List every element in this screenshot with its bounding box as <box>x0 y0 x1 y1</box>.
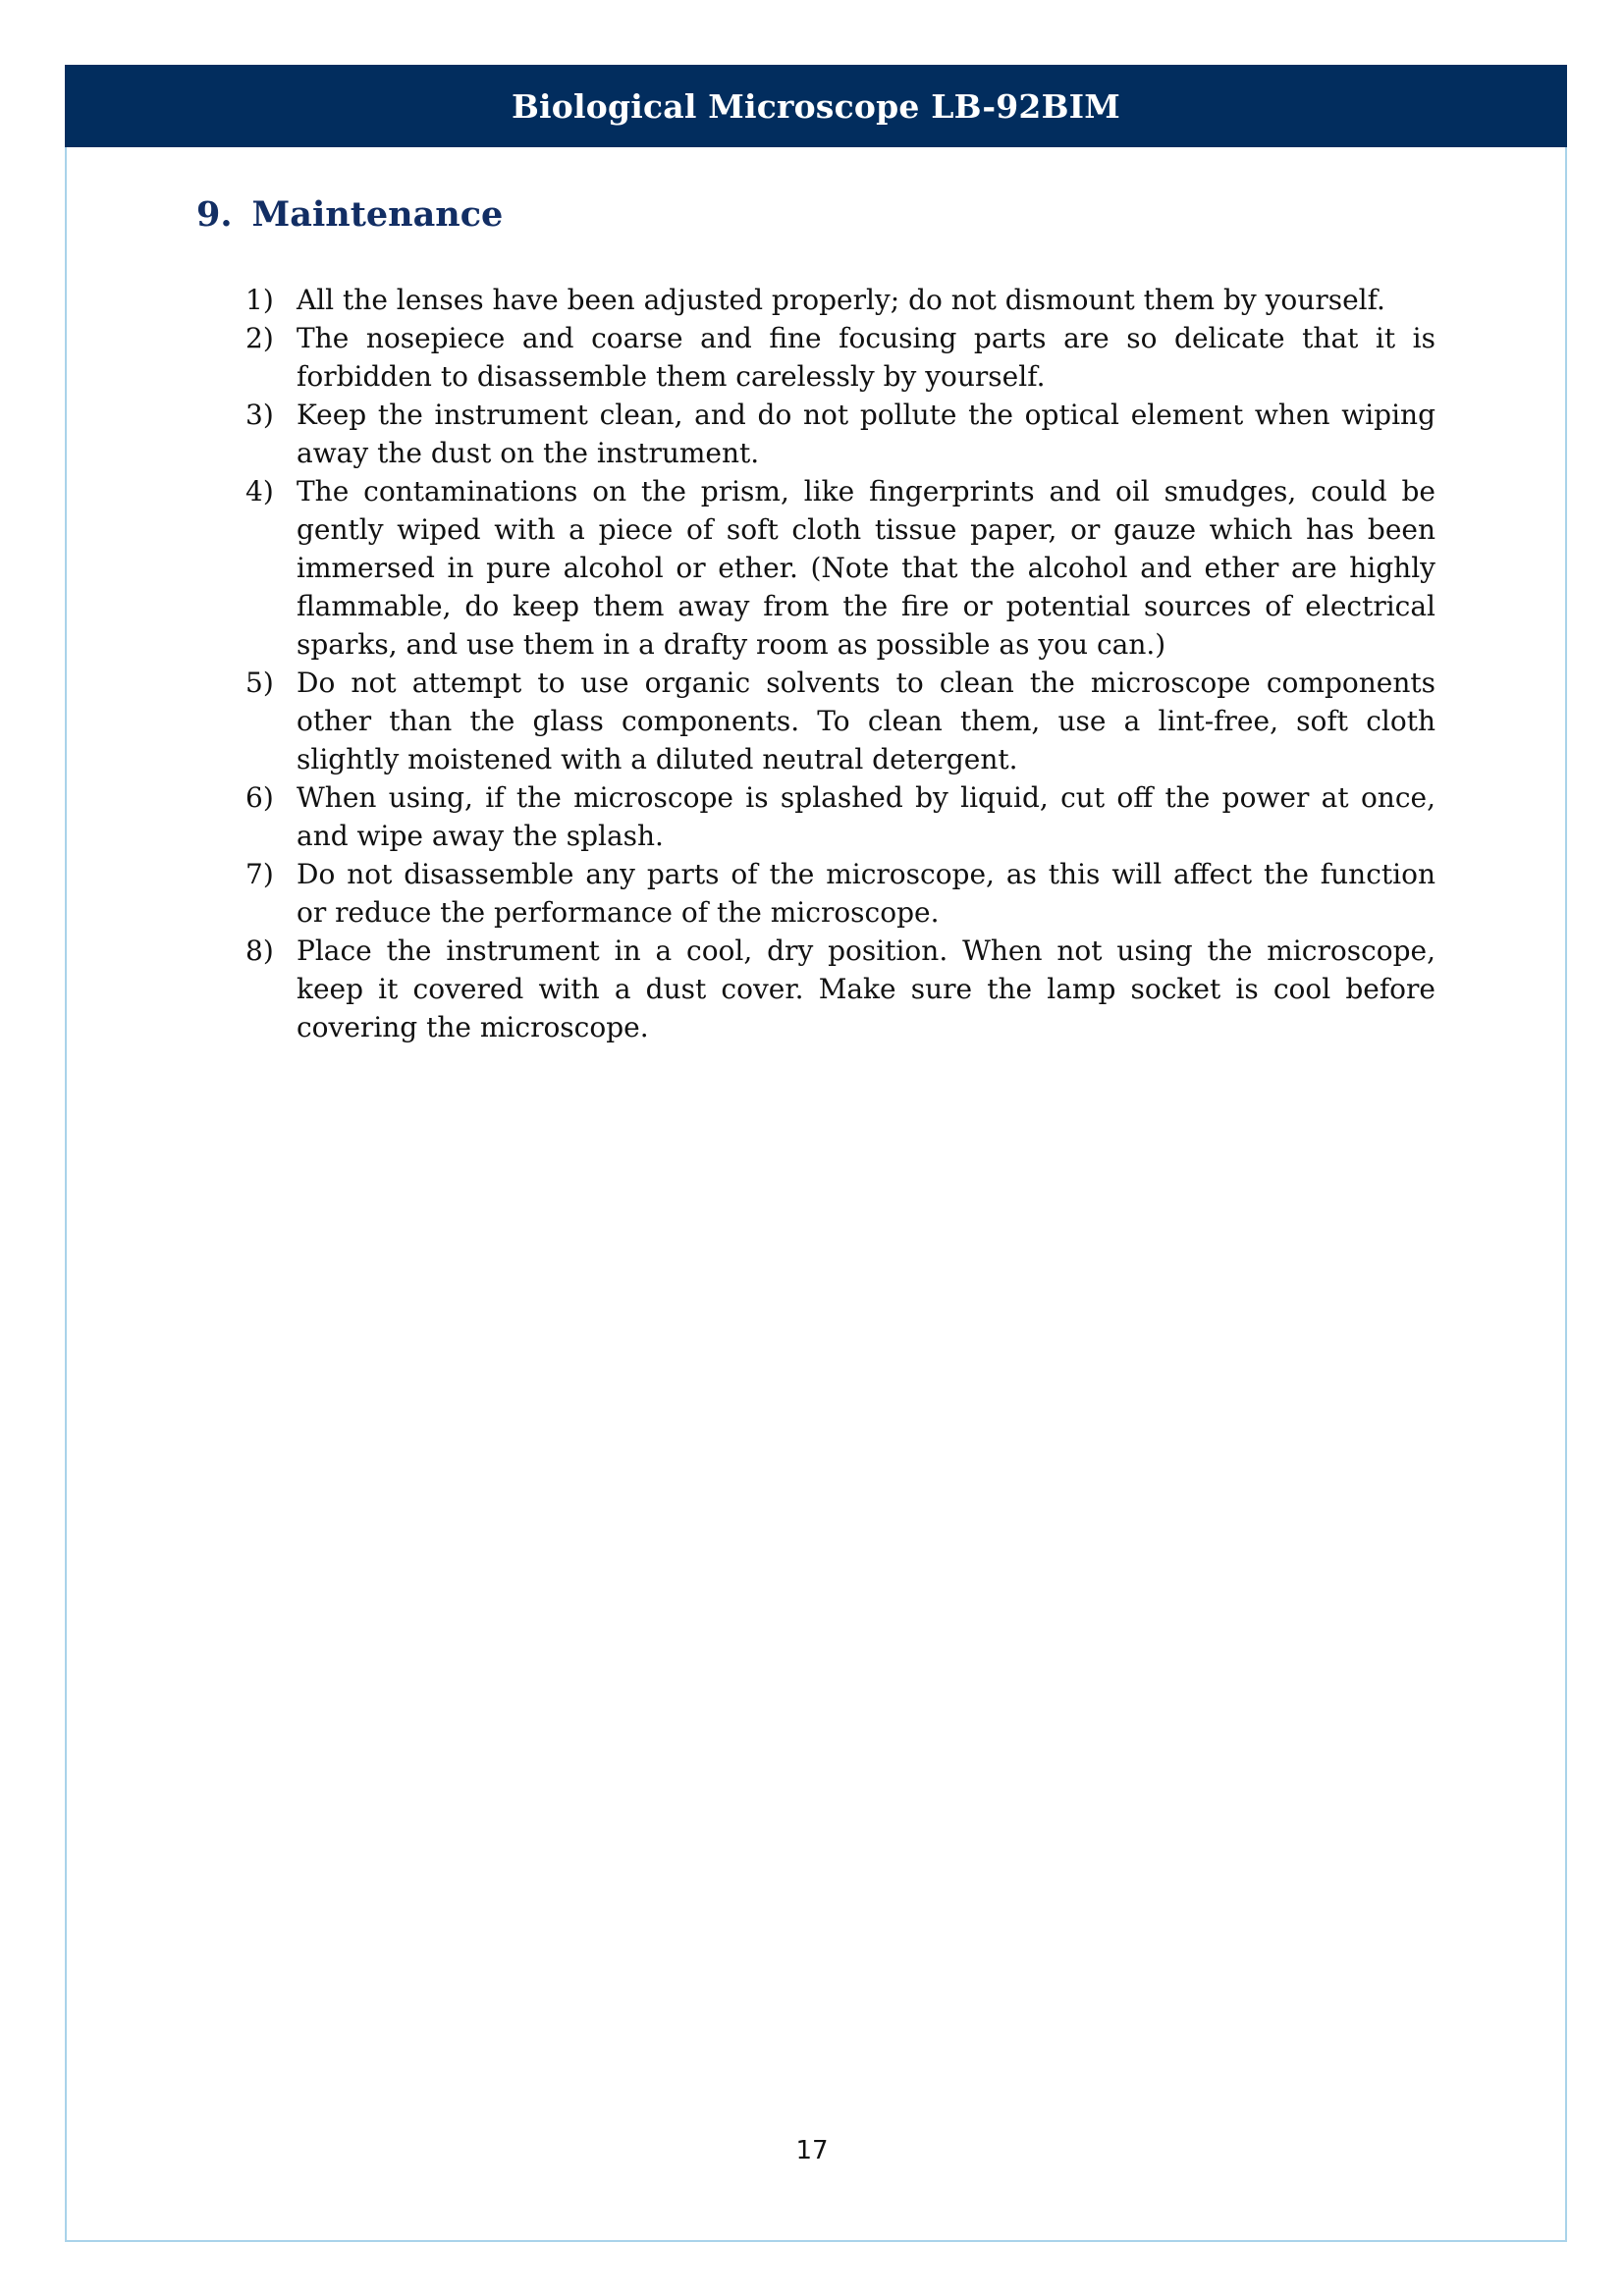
list-item-text: Do not attempt to use organic solvents to clean the microscope components other than the glass components. To clean them, use a lint-free, soft cloth slightly moistened with a diluted neutral detergent. <box>297 667 1435 775</box>
list-item-number: 8) <box>245 934 274 967</box>
list-item-text: The contaminations on the prism, like fingerprints and oil smudges, could be gently wiped with a piece of soft cloth tissue paper, or gauze which has been immersed in pure alcohol or ether. (Note that the alcohol and ether are highly flammable, do keep them away from the fire or potential sources of electrical sparks, and use them in a drafty room as possible as you can.) <box>297 475 1435 661</box>
list-item <box>245 778 1435 855</box>
list-item-number: 2) <box>245 322 274 354</box>
page-number: 17 <box>795 2136 829 2165</box>
list-item <box>245 472 1435 664</box>
list-item-number: 6) <box>245 781 274 814</box>
list-item <box>245 932 1435 1046</box>
list-item-text: When using, if the microscope is splashed by liquid, cut off the power at once, and wipe away the splash. <box>297 781 1435 852</box>
list-item-number: 1) <box>245 284 274 316</box>
header-bar <box>65 65 1567 147</box>
section-heading <box>196 194 503 235</box>
list-item <box>245 855 1435 932</box>
list-item-number: 7) <box>245 858 274 890</box>
list-item-number: 3) <box>245 399 274 431</box>
section-number: 9. <box>196 194 233 235</box>
list-item-text: Do not disassemble any parts of the microscope, as this will affect the function or reduce the performance of the microscope. <box>297 858 1435 929</box>
section-title: Maintenance <box>251 194 504 235</box>
document-title: Biological Microscope LB-92BIM <box>511 86 1121 126</box>
list-item-number: 5) <box>245 667 274 699</box>
list-item <box>245 319 1435 396</box>
list-item-number: 4) <box>245 475 274 507</box>
list-item <box>245 664 1435 778</box>
list-item-text: Keep the instrument clean, and do not pollute the optical element when wiping away the dust on the instrument. <box>297 399 1435 469</box>
maintenance-list <box>245 281 1435 1046</box>
list-item <box>245 281 1435 319</box>
list-item-text: Place the instrument in a cool, dry position. When not using the microscope, keep it covered with a dust cover. Make sure the lamp socket is cool before covering the microscope. <box>297 934 1435 1043</box>
list-item-text: The nosepiece and coarse and fine focusing parts are so delicate that it is forbidden to disassemble them carelessly by yourself. <box>297 322 1435 393</box>
list-item <box>245 396 1435 472</box>
list-item-text: All the lenses have been adjusted properly; do not dismount them by yourself. <box>297 284 1385 316</box>
